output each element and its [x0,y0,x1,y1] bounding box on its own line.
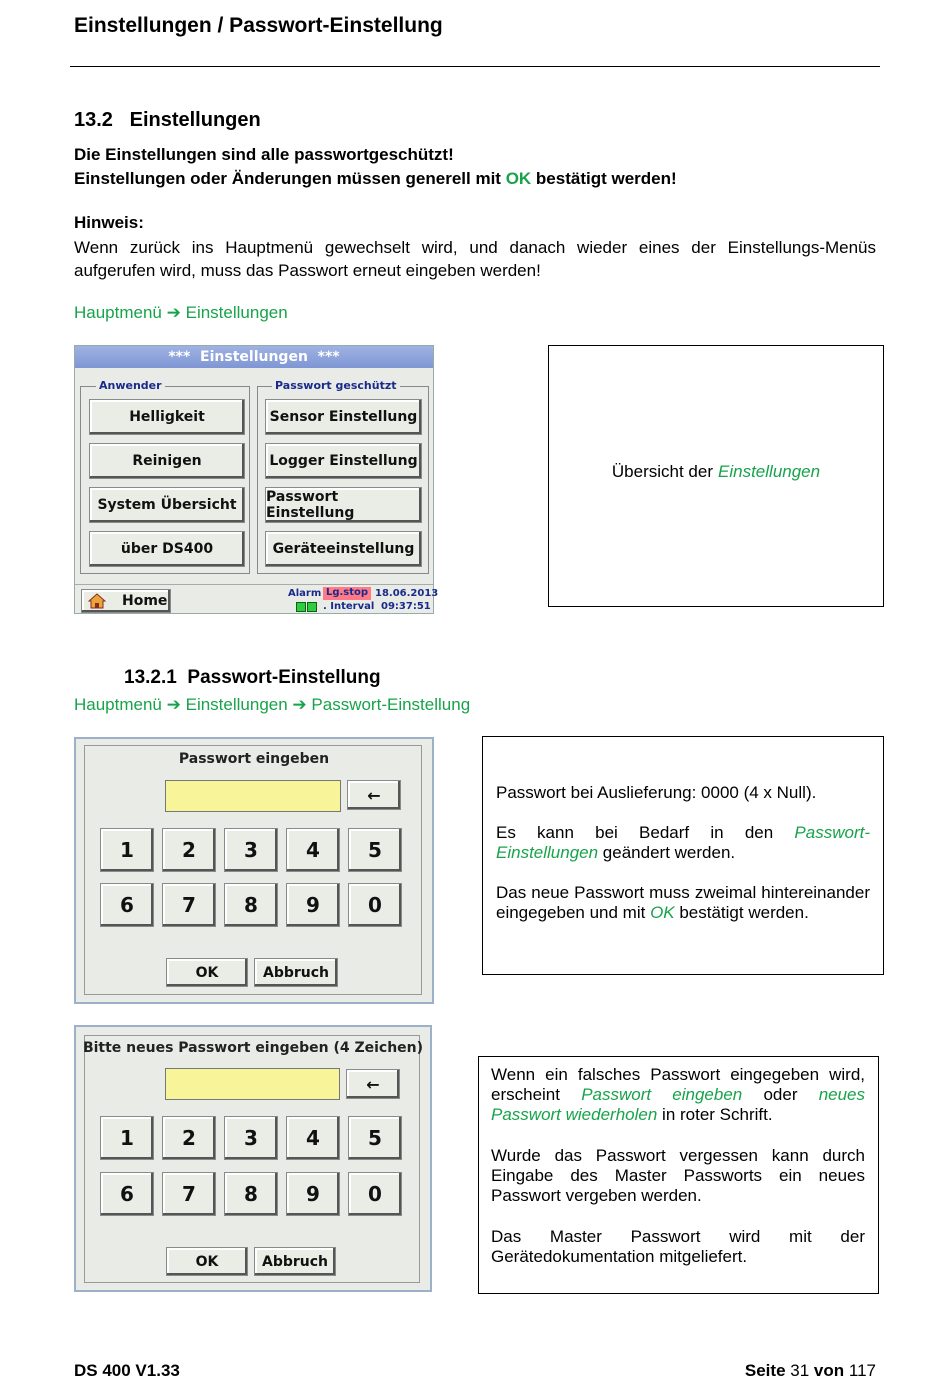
lgstop-badge: Lg.stop [323,587,371,600]
subsection-number: 13.2.1 [124,667,177,688]
intro-line2-b: bestätigt werden! [531,169,677,188]
arrow-icon: ➔ [292,695,307,714]
key-3[interactable]: 3 [224,1116,278,1160]
key-8[interactable]: 8 [224,1172,278,1216]
footer-left: DS 400 V1.33 [74,1361,180,1380]
intro-ok: OK [505,169,532,188]
nav1-a: Hauptmenü [74,303,162,322]
key-8[interactable]: 8 [224,883,278,927]
alarm-led-1 [296,602,306,612]
device-settings-button[interactable]: Geräteeinstellung [265,531,422,567]
nav2-b: Einstellungen [185,695,288,714]
box2-p1: Passwort bei Auslieferung: 0000 (4 x Null). [496,783,817,802]
section-title: Einstellungen [129,109,261,131]
box1-b: Einstellungen [718,462,821,481]
key-2[interactable]: 2 [162,828,216,872]
password-info-box [482,736,884,975]
password-input-1[interactable] [165,780,341,812]
alarm-label: Alarm [288,588,322,599]
backspace-button-2[interactable]: ← [346,1069,400,1099]
brightness-button[interactable]: Helligkeit [89,399,245,435]
key-2[interactable]: 2 [162,1116,216,1160]
box1-a: Übersicht der [611,462,714,481]
home-label: Home [122,593,168,609]
password-settings-button[interactable]: Passwort Einstellung [265,487,422,523]
cancel-button-2[interactable]: Abbruch [254,1247,336,1276]
keypad-2-title: Bitte neues Passwort eingeben (4 Zeichen) [82,1040,424,1056]
box3-p1-d: neues Passwort wiederholen [491,1085,866,1124]
alarm-led-2 [307,602,317,612]
box3-p2: Wurde das Passwort vergessen kann durch Eingabe des Master Passworts ein neues Passwort vergeben werden. [491,1146,865,1205]
home-button[interactable] [81,589,171,613]
key-0[interactable]: 0 [348,1172,402,1216]
box3-p3: Das Master Passwort wird mit der Gerätedokumentation mitgeliefert. [491,1227,865,1266]
backspace-button-1[interactable]: ← [347,780,401,810]
nav-path-1 [74,303,288,323]
box2-p3-b: OK [650,903,675,922]
box3-p1-a: Wenn ein falsches Passwort eingegeben wird, erscheint [491,1065,865,1104]
intro-line2 [74,167,677,191]
nav1-b: Einstellungen [185,303,288,322]
date-readout: 18.06.2013 [375,588,439,599]
section-heading [74,109,261,132]
system-overview-button[interactable]: System Übersicht [89,487,245,523]
key-3[interactable]: 3 [224,828,278,872]
box2-p3 [496,883,870,923]
key-9[interactable]: 9 [286,883,340,927]
key-4[interactable]: 4 [286,1116,340,1160]
interval-label: . Interval [323,601,375,612]
key-9[interactable]: 9 [286,1172,340,1216]
ok-button-2[interactable]: OK [166,1247,248,1276]
subsection-heading [124,667,381,689]
box2-p3-c: bestätigt werden. [674,903,809,922]
home-icon [88,593,106,609]
keypad-screen-1 [74,737,434,1004]
section-number: 13.2 [74,109,113,131]
nav2-c: Passwort-Einstellung [311,695,471,714]
box2-p2-a: Es kann bei Bedarf in den [496,823,795,842]
ok-button-1[interactable]: OK [166,958,248,987]
nav2-a: Hauptmenü [74,695,162,714]
group-user-label: Anwender [96,379,165,392]
wrong-password-box [478,1056,879,1294]
nav-path-2 [74,695,470,715]
keypad-screen-2 [74,1025,432,1292]
cancel-button-1[interactable]: Abbruch [254,958,338,987]
key-1[interactable]: 1 [100,828,154,872]
key-5[interactable]: 5 [348,1116,402,1160]
footer-page [745,1361,876,1381]
arrow-icon: ➔ [166,303,181,322]
box3-p1 [491,1065,865,1125]
keypad-1-title: Passwort eingeben [178,751,330,767]
footer-total: 117 [848,1361,876,1380]
box3-p1-b: Passwort eingeben [581,1085,743,1104]
footer-page-label: Seite [744,1361,786,1380]
page-header-title: Einstellungen / Passwort-Einstellung [74,14,443,37]
footer-von: von [813,1361,845,1380]
arrow-icon: ➔ [166,695,181,714]
box2-p2 [496,823,870,863]
hinweis-label: Hinweis: [74,213,144,232]
settings-title-bar: *** Einstellungen *** [75,346,433,368]
key-5[interactable]: 5 [348,828,402,872]
key-4[interactable]: 4 [286,828,340,872]
box2-p2-b: Passwort-Einstellungen [496,823,870,862]
clean-button[interactable]: Reinigen [89,443,245,479]
box2-p3-a: Das neue Passwort muss zweimal hintereinander eingegeben und mit [496,883,870,922]
box2-p2-c: geändert werden. [598,843,736,862]
settings-screen [74,345,439,614]
footer-page-number: 31 [790,1361,810,1380]
intro-line2-a: Einstellungen oder Änderungen müssen generell mit [74,169,506,188]
key-7[interactable]: 7 [162,883,216,927]
logger-settings-button[interactable]: Logger Einstellung [265,443,422,479]
password-input-2[interactable] [165,1068,340,1100]
box3-p1-e: in roter Schrift. [657,1105,773,1124]
key-6[interactable]: 6 [100,883,154,927]
hinweis-text: Wenn zurück ins Hauptmenü gewechselt wird, und danach wieder eines der Einstellungs-Menüs aufgerufen wird, muss das Passwort erneut eingeben werden! [74,238,876,280]
intro-text [74,143,677,191]
group-protected-label: Passwort geschützt [272,379,400,392]
intro-line1: Die Einstellungen sind alle passwortgeschützt! [74,145,454,164]
subsection-title: Passwort-Einstellung [187,667,381,688]
status-bar [75,584,439,615]
header-rule [70,66,880,67]
key-0[interactable]: 0 [348,883,402,927]
key-1[interactable]: 1 [100,1116,154,1160]
sensor-settings-button[interactable]: Sensor Einstellung [265,399,422,435]
key-7[interactable]: 7 [162,1172,216,1216]
overview-box [548,345,884,607]
time-readout: 09:37:51 [381,601,431,612]
box3-p1-c: oder [742,1085,819,1104]
about-button[interactable]: über DS400 [89,531,245,567]
key-6[interactable]: 6 [100,1172,154,1216]
